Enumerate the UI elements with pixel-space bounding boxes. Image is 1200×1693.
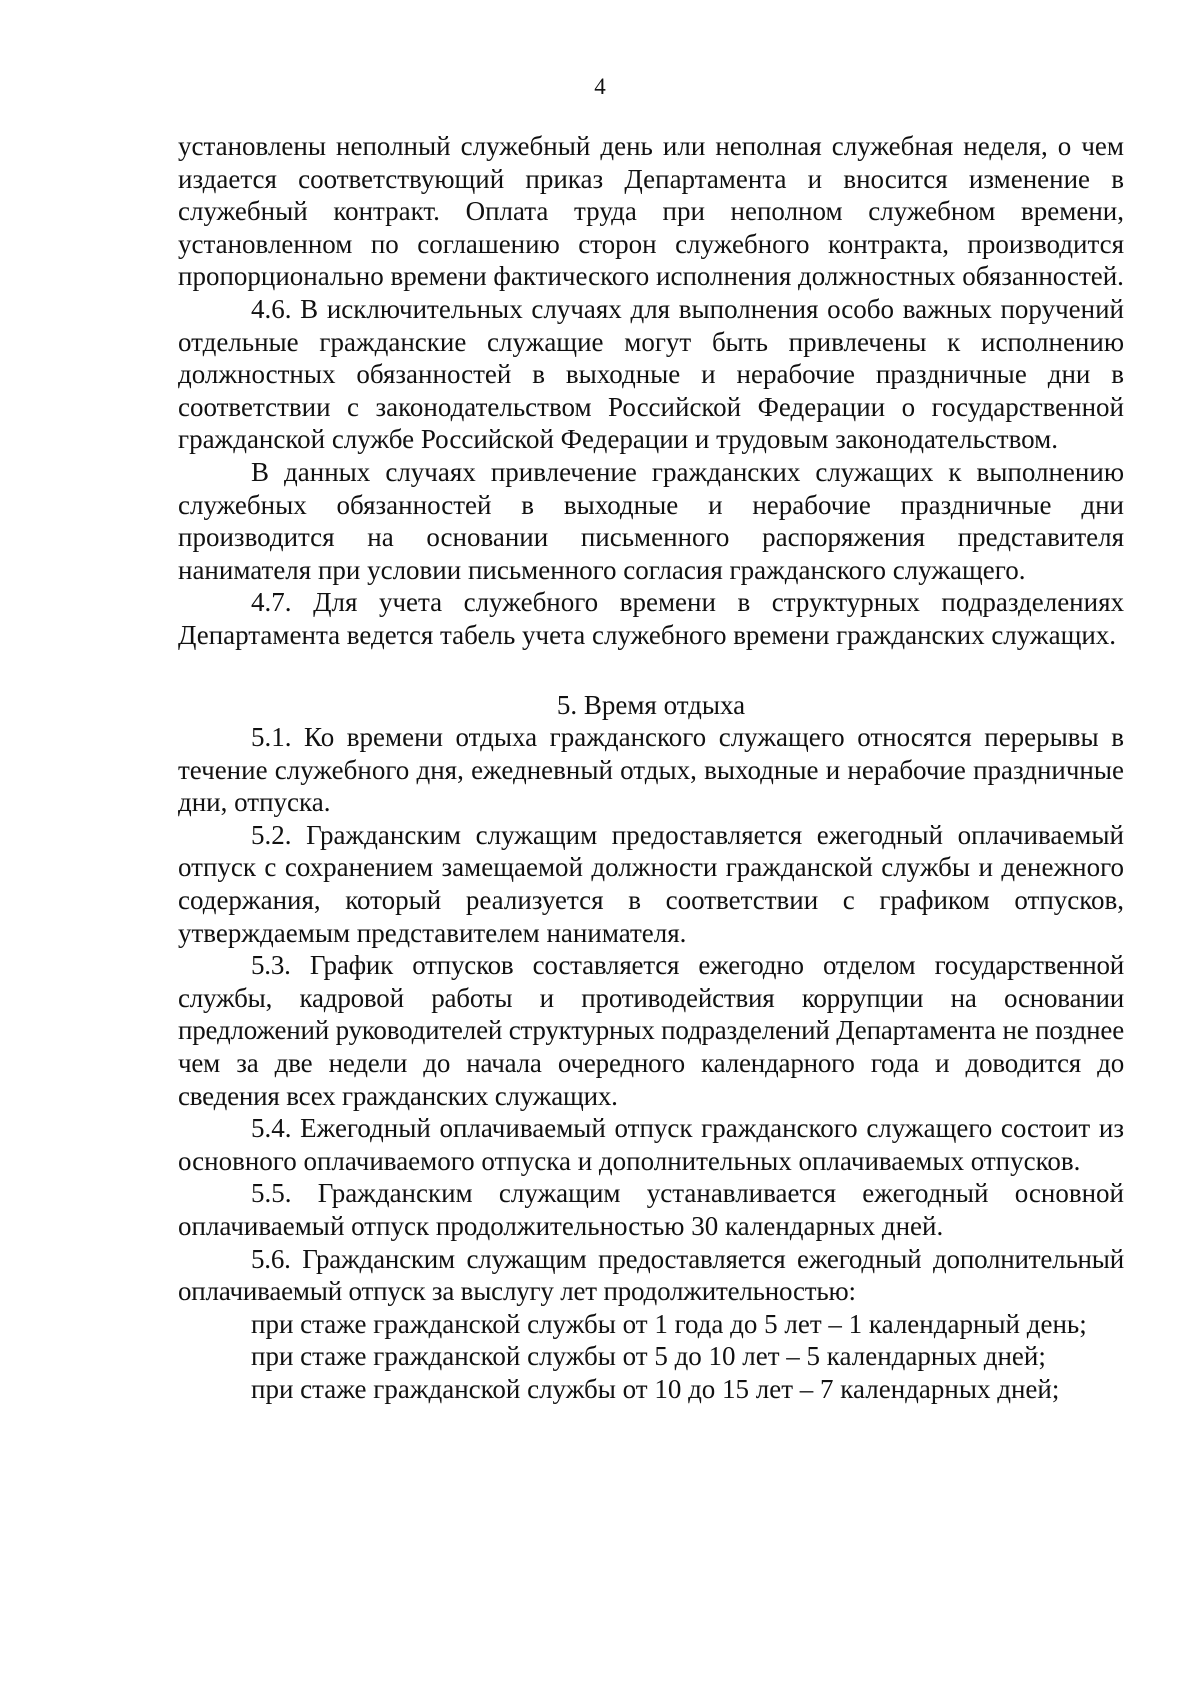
paragraph-5-6: 5.6. Гражданским служащим предоставляется ежегодный дополнительный оплачиваемый отпуск за выслугу лет продолжительностью: xyxy=(178,1243,1124,1307)
list-item-service-10-15: при стаже гражданской службы от 10 до 15 лет – 7 календарных дней; xyxy=(251,1373,1060,1404)
paragraph-4-5-continuation: установлены неполный служебный день или неполная служебная неделя, о чем издается соответствующий приказ Департамента и вносится изменение в служебный контракт. Оплата труда при неполном служебном времени, установленном по соглашению сторон служебного контракта, производится пропорционально времени фактического исполнения должностных обязанностей. xyxy=(178,131,1124,292)
paragraph-5-4: 5.4. Ежегодный оплачиваемый отпуск гражданского служащего состоит из основного оплачиваемого отпуска и дополнительных оплачиваемых отпусков. xyxy=(178,1113,1124,1176)
list-item-service-5-10: при стаже гражданской службы от 5 до 10 лет – 5 календарных дней; xyxy=(251,1341,1046,1372)
paragraph-4-6: 4.6. В исключительных случаях для выполнения особо важных поручений отдельные гражданские служащие могут быть привлечены к исполнению должностных обязанностей в выходные и нерабочие праздничные дни в соответствии с законодательством Российской Федерации о государственной гражданской службе Российской Федерации и трудовым законодательством. xyxy=(178,293,1124,455)
paragraph-4-7: 4.7. Для учета служебного времени в структурных подразделениях Департамента ведется табель учета служебного времени гражданских служащих. xyxy=(178,587,1124,650)
paragraph-5-3: 5.3. График отпусков составляется ежегодно отделом государственной службы, кадровой работы и противодействия коррупции на основании предложений руководителей структурных подразделений Департамента не позднее чем за две недели до начала очередного календарного года и доводится до сведения всех гражданских служащих. xyxy=(178,950,1124,1111)
paragraph-5-5: 5.5. Гражданским служащим устанавливается ежегодный основной оплачиваемый отпуск продолжительностью 30 календарных дней. xyxy=(178,1178,1124,1241)
page-number: 4 xyxy=(594,74,606,99)
document-body xyxy=(178,130,1124,1406)
section-heading: 5. Время отдыха xyxy=(556,689,746,720)
paragraph-5-2: 5.2. Гражданским служащим предоставляется ежегодный оплачиваемый отпуск с сохранением замещаемой должности гражданской службы и денежного содержания, который реализуется в соответствии с графиком отпусков, утверждаемым представителем нанимателя. xyxy=(178,819,1124,948)
paragraph-5-1: 5.1. Ко времени отдыха гражданского служащего относятся перерывы в течение служебного дня, ежедневный отдых, выходные и нерабочие праздничные дни, отпуска. xyxy=(178,722,1124,818)
paragraph-4-6-note: В данных случаях привлечение гражданских служащих к выполнению служебных обязанностей в выходные и нерабочие праздничные дни производится на основании письменного распоряжения представителя нанимателя при условии письменного согласия гражданского служащего. xyxy=(178,456,1124,585)
list-item-service-1-5: при стаже гражданской службы от 1 года до 5 лет – 1 календарный день; xyxy=(251,1308,1087,1339)
